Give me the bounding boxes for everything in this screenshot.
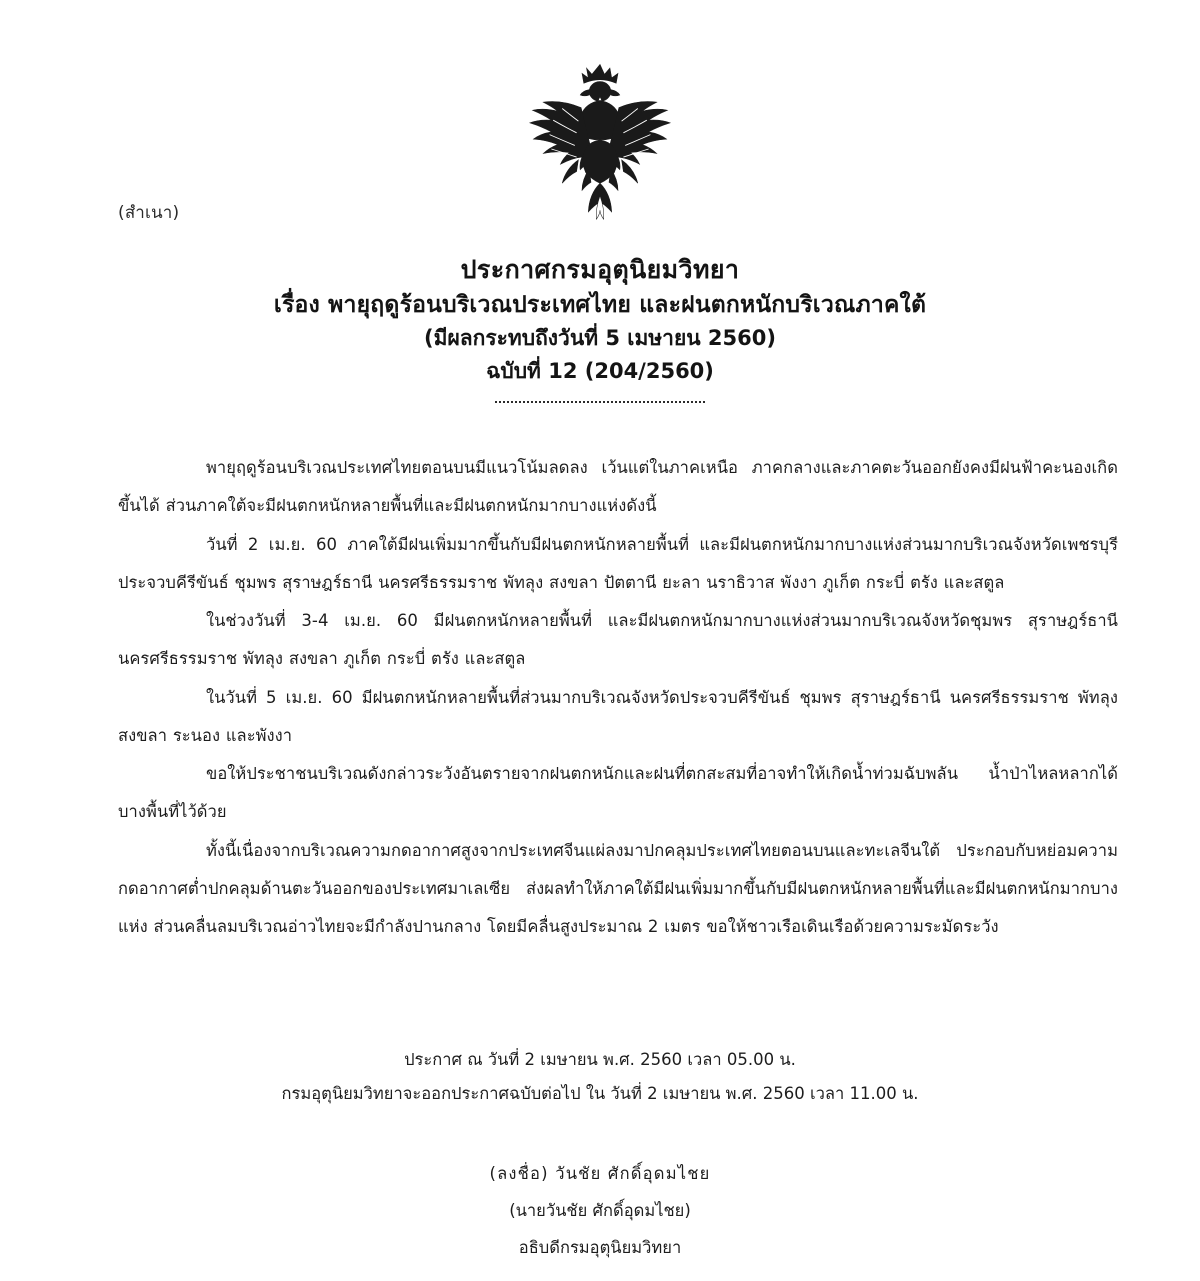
- next-announcement-datetime: กรมอุตุนิยมวิทยาจะออกประกาศฉบับต่อไป ใน วันที่ 2 เมษายน พ.ศ. 2560 เวลา 11.00 น.: [281, 1083, 919, 1103]
- signature-block: [0, 1155, 1200, 1266]
- document-subject: เรื่อง พายุฤดูร้อนบริเวณประเทศไทย และฝนตกหนักบริเวณภาคใต้: [273, 291, 927, 318]
- paragraph-summary: พายุฤดูร้อนบริเวณประเทศไทยตอนบนมีแนวโน้มลดลง เว้นแต่ในภาคเหนือ ภาคกลางและภาคตะวันออกยังคงมีฝนฟ้าคะนองเกิดขึ้นได้ ส่วนภาคใต้จะมีฝนตกหนักหลายพื้นที่และมีฝนตกหนักมากบางแห่งดังนี้: [118, 458, 1118, 516]
- divider: [495, 401, 705, 403]
- page-title: ประกาศกรมอุตุนิยมวิทยา: [460, 255, 740, 284]
- issue-number: ฉบับที่ 12 (204/2560): [486, 358, 714, 383]
- effective-period: (มีผลกระทบถึงวันที่ 5 เมษายน 2560): [424, 326, 776, 350]
- paragraph-cause-explanation: ทั้งนี้เนื่องจากบริเวณความกดอากาศสูงจากประเทศจีนแผ่ลงมาปกคลุมประเทศไทยตอนบนและทะเลจีนใต้ ประกอบกับหย่อมความกดอากาศต่ำปกคลุมด้านตะวันออกของประเทศมาเลเซีย ส่งผลทำให้ภาคใต้มีฝนเพิ่มมากขึ้นกับมีฝนตกหนักหลายพื้นที่และมีฝนตกหนักมากบางแห่ง ส่วนคลื่นลมบริเวณอ่าวไทยจะมีกำลังปานกลาง โดยมีคลื่นสูงประมาณ 2 เมตร ขอให้ชาวเรือเดินเรือด้วยความระมัดระวัง: [118, 840, 1118, 937]
- paragraph-forecast-apr3-4: ในช่วงวันที่ 3-4 เม.ย. 60 มีฝนตกหนักหลายพื้นที่ และมีฝนตกหนักมากบางแห่งส่วนมากบริเวณจังหวัดชุมพร สุราษฎร์ธานี นครศรีธรรมราช พัทลุง สงขลา ภูเก็ต กระบี่ ตรัง และสตูล: [118, 611, 1118, 669]
- announced-datetime: ประกาศ ณ วันที่ 2 เมษายน พ.ศ. 2560 เวลา 05.00 น.: [404, 1050, 796, 1069]
- signed-by: (ลงชื่อ) วันชัย ศักดิ์อุดมไชย: [489, 1164, 711, 1183]
- footer-notices: [0, 1043, 1200, 1111]
- signer-printed-name: (นายวันชัย ศักดิ์อุดมไชย): [509, 1201, 691, 1221]
- title-block: [0, 252, 1200, 403]
- paragraph-forecast-apr2: วันที่ 2 เม.ย. 60 ภาคใต้มีฝนเพิ่มมากขึ้นกับมีฝนตกหนักหลายพื้นที่ และมีฝนตกหนักมากบางแห่งส่วนมากบริเวณจังหวัดเพชรบุรี ประจวบคีรีขันธ์ ชุมพร สุราษฎร์ธานี นครศรีธรรมราช พัทลุง สงขลา ปัตตานี ยะลา นราธิวาส พังงา ภูเก็ต กระบี่ ตรัง และสตูล: [118, 534, 1118, 592]
- signer-position: อธิบดีกรมอุตุนิยมวิทยา: [518, 1238, 682, 1258]
- emblem-container: [0, 58, 1200, 240]
- garuda-emblem: [510, 58, 690, 240]
- copy-marker: (สำเนา): [118, 203, 180, 223]
- paragraph-forecast-apr5: ในวันที่ 5 เม.ย. 60 มีฝนตกหนักหลายพื้นที่ส่วนมากบริเวณจังหวัดประจวบคีรีขันธ์ ชุมพร สุราษฎร์ธานี นครศรีธรรมราช พัทลุง สงขลา ระนอง และพังงา: [118, 687, 1118, 745]
- document-body: [118, 449, 1118, 946]
- paragraph-public-warning: ขอให้ประชาชนบริเวณดังกล่าวระวังอันตรายจากฝนตกหนักและฝนที่ตกสะสมที่อาจทำให้เกิดน้ำท่วมฉับพลัน น้ำป่าไหลหลากได้บางพื้นที่ไว้ด้วย: [118, 764, 1118, 822]
